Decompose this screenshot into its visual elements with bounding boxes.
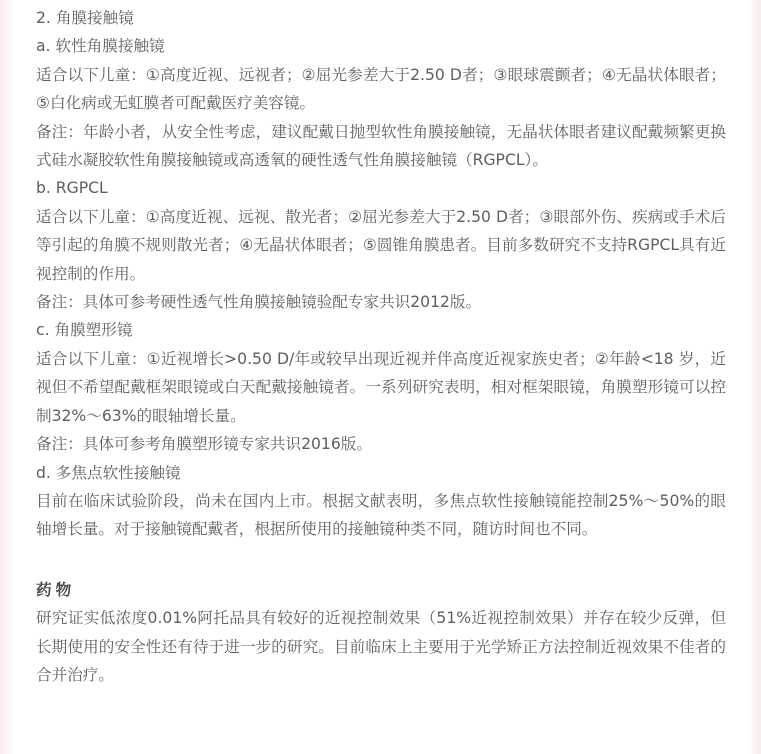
- multifocal-text: 目前在临床试验阶段，尚未在国内上市。根据文献表明，多焦点软性接触镜能控制25%～50%的眼轴增长量。对于接触镜配戴者，根据所使用的接触镜种类不同，随访时间也不同。: [36, 491, 726, 539]
- contact-lens-heading: 2. 角膜接触镜: [36, 9, 134, 27]
- section-spacer: [36, 544, 726, 576]
- soft-lens-heading: a. 软性角膜接触镜: [36, 37, 165, 56]
- soft-lens-note: 备注：年龄小者，从安全性考虑，建议配戴日抛型软性角膜接触镜，无晶状体眼者建议配戴频繁更换式硅水凝胶软性角膜接触镜或高透氧的硬性透气性角膜接触镜（RGPCL）。: [36, 122, 726, 170]
- rgpcl-indication: 适合以下儿童：①高度近视、远视、散光者；②屈光参差大于2.50 D者；③眼部外伤、疾病或手术后等引起的角膜不规则散光者；④无晶状体眼者；⑤圆锥角膜患者。目前多数研究不支持RGPCL具有近视控制的作用。: [36, 207, 726, 283]
- medication-text: 研究证实低浓度0.01%阿托品具有较好的近视控制效果（51%近视控制效果）并存在较少反弹，但长期使用的安全性还有待于进一步的研究。目前临床上主要用于光学矫正方法控制近视效果不佳者的合并治疗。: [36, 609, 726, 684]
- page-left-edge: [0, 0, 14, 754]
- article-content: [36, 4, 726, 689]
- ortho-k-heading: c. 角膜塑形镜: [36, 321, 133, 340]
- page-right-edge: [747, 0, 761, 754]
- soft-lens-indication: 适合以下儿童：①高度近视、远视者；②屈光参差大于2.50 D者；③眼球震颤者；④无晶状体眼者；⑤白化病或无虹膜者可配戴医疗美容镜。: [36, 65, 726, 113]
- rgpcl-heading: b. RGPCL: [36, 179, 108, 198]
- ortho-k-indication: 适合以下儿童：①近视增长>0.50 D/年或较早出现近视并伴高度近视家族史者；②年龄<18 岁，近视但不希望配戴框架眼镜或白天配戴接触镜者。一系列研究表明，相对框架眼镜，角膜塑形镜可以控制32%～63%的眼轴增长量。: [36, 349, 726, 425]
- medication-heading: 药物: [36, 580, 76, 599]
- ortho-k-note: 备注：具体可参考角膜塑形镜专家共识2016版。: [36, 435, 372, 454]
- rgpcl-note: 备注：具体可参考硬性透气性角膜接触镜验配专家共识2012版。: [36, 293, 482, 312]
- multifocal-heading: d. 多焦点软性接触镜: [36, 463, 181, 482]
